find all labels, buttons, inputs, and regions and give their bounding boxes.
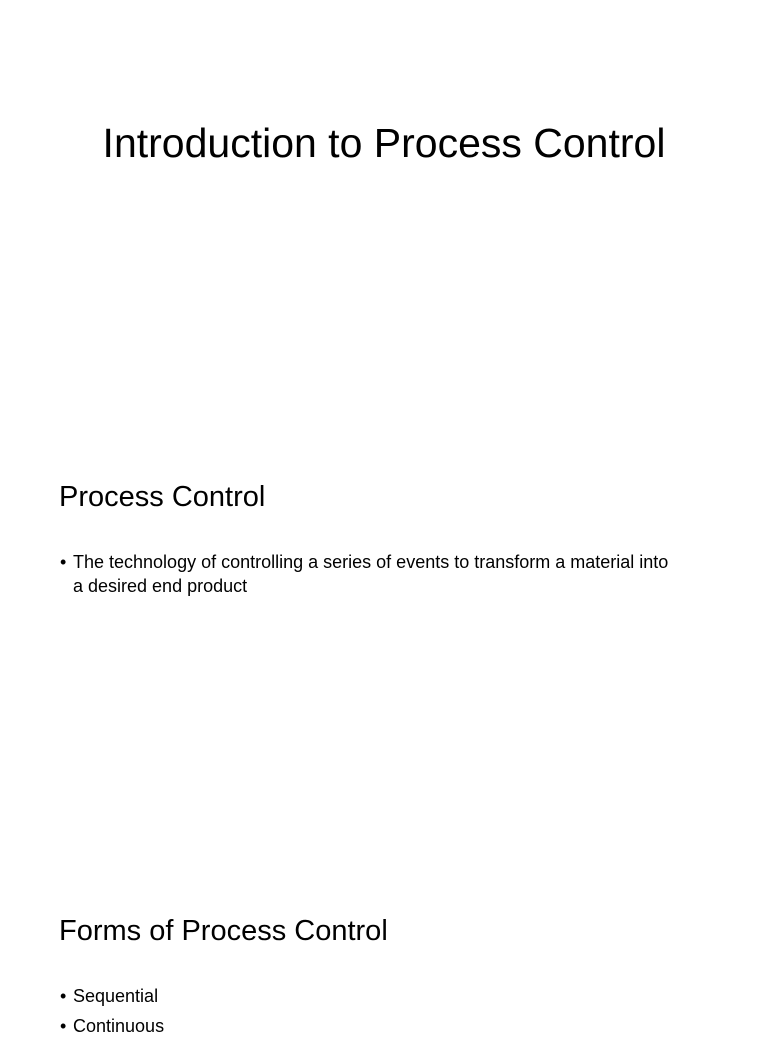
slide-heading: Forms of Process Control: [59, 915, 388, 947]
slide-title: [0, 0, 768, 432]
presentation-title: Introduction to Process Control: [102, 120, 666, 166]
bullet-list: [60, 550, 680, 598]
bullet-item: • Sequential: [60, 984, 680, 1008]
bullet-item: • The technology of controlling a series of events to transform a material into a desired end product: [60, 550, 680, 598]
slide-heading: Process Control: [59, 481, 266, 513]
bullet-list: [60, 984, 680, 1044]
slide-forms-of-process-control: [0, 864, 768, 1036]
slide-process-control: [0, 432, 768, 864]
bullet-item: • Continuous: [60, 1014, 680, 1038]
